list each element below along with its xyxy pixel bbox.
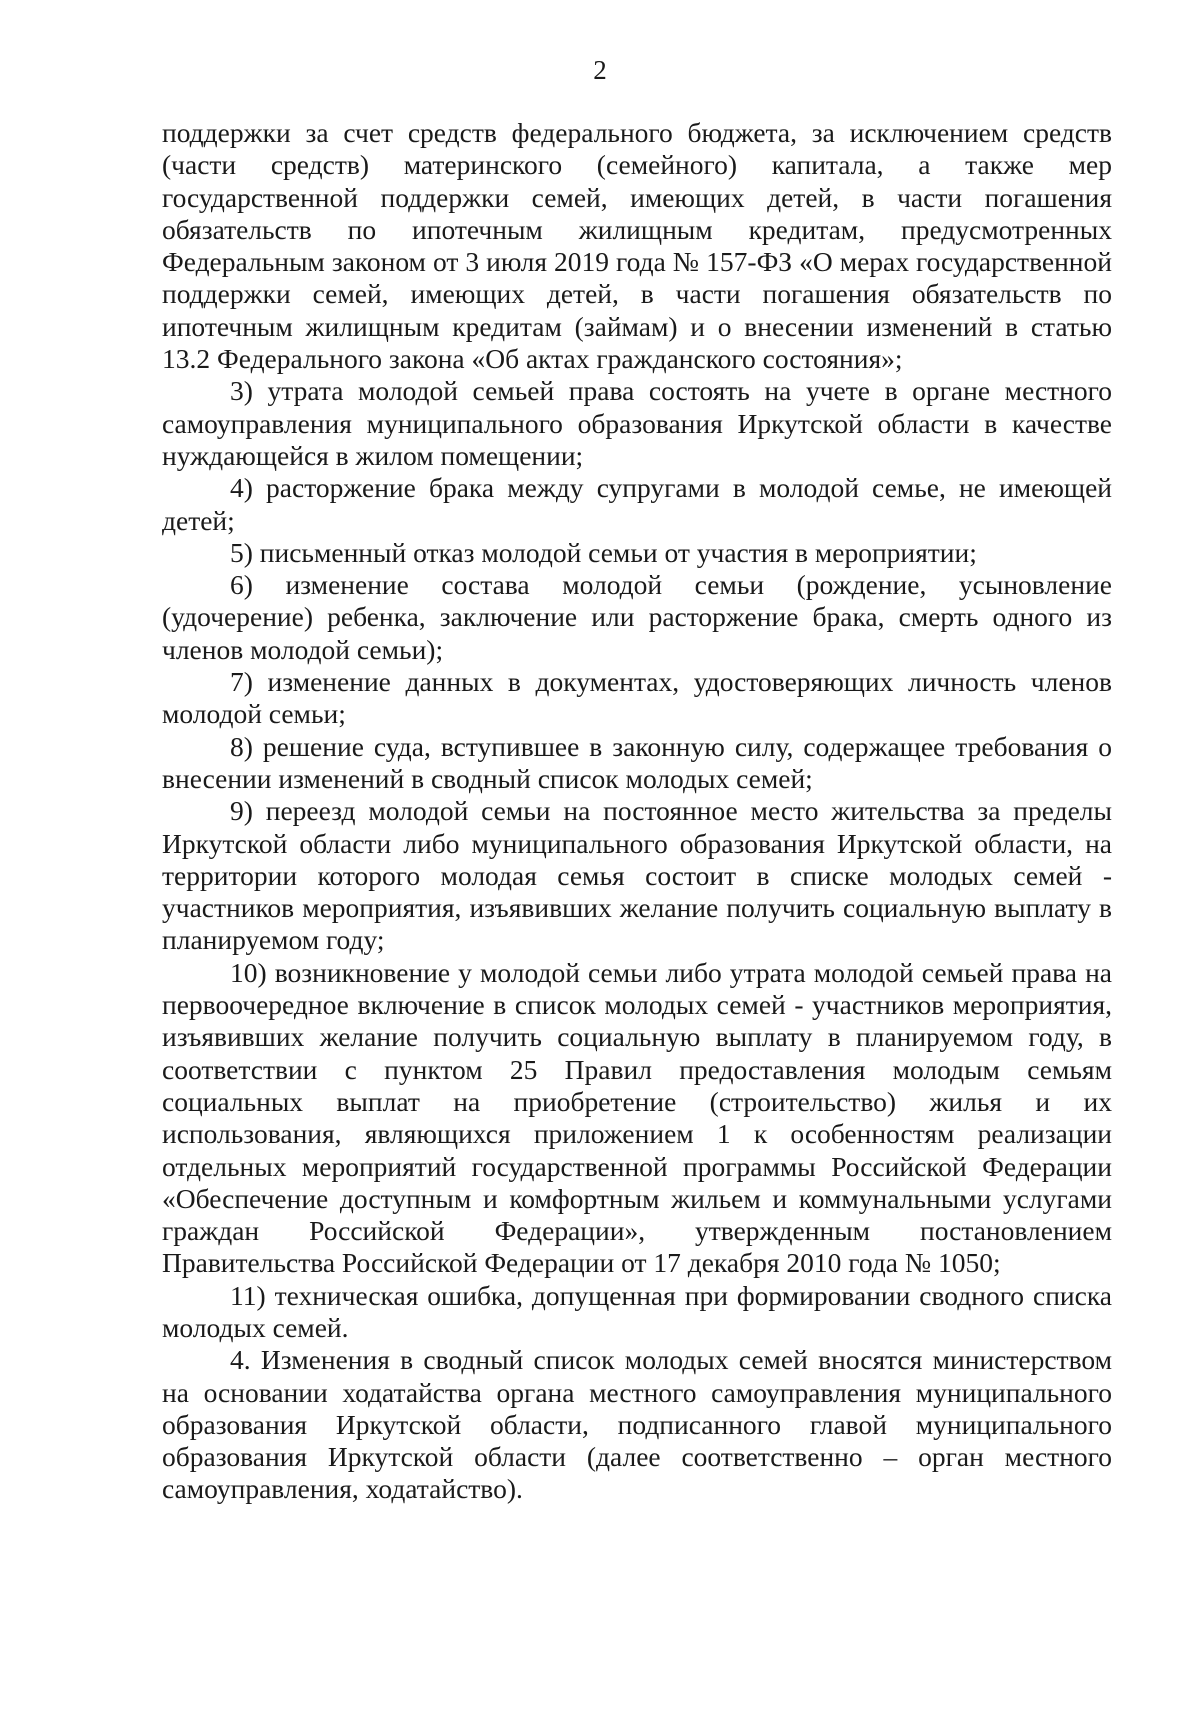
list-item-11: 11) техническая ошибка, допущенная при формировании сводного списка молодых семей. bbox=[162, 1279, 1112, 1343]
list-item-6: 6) изменение состава молодой семьи (рождение, усыновление (удочерение) ребенка, заключение или расторжение брака, смерть одного из членов молодой семьи); bbox=[162, 569, 1112, 665]
list-item-3: 3) утрата молодой семьей права состоять на учете в органе местного самоуправления муниципального образования Иркутской области в качестве нуждающейся в жилом помещении; bbox=[162, 375, 1112, 471]
list-item-10: 10) возникновение у молодой семьи либо утрата молодой семьей права на первоочередное включение в список молодых семей - участников мероприятия, изъявивших желание получить социальную выплату в планируемом году, в соответствии с пунктом 25 Правил предоставления молодым семьям социальных выплат на приобретение (строительство) жилья и их использования, являющихся приложением 1 к особенностям реализации отдельных мероприятий государственной программы Российской Федерации «Обеспечение доступным и комфортным жильем и коммунальными услугами граждан Российской Федерации», утвержденным постановлением Правительства Российской Федерации от 17 декабря 2010 года № 1050; bbox=[162, 956, 1112, 1279]
list-item-9: 9) переезд молодой семьи на постоянное место жительства за пределы Иркутской области либо муниципального образования Иркутской области, на территории которого молодая семья состоит в списке молодых семей - участников мероприятия, изъявивших желание получить социальную выплату в планируемом году; bbox=[162, 795, 1112, 956]
list-item-8: 8) решение суда, вступившее в законную силу, содержащее требования о внесении изменений в сводный список молодых семей; bbox=[162, 730, 1112, 794]
paragraph-continuation: поддержки за счет средств федерального бюджета, за исключением средств (части средств) материнского (семейного) капитала, а также мер государственной поддержки семей, имеющих детей, в части погашения обязательств по ипотечным жилищным кредитам, предусмотренных Федеральным законом от 3 июля 2019 года № 157-ФЗ «О мерах государственной поддержки семей, имеющих детей, в части погашения обязательств по ипотечным жилищным кредитам (займам) и о внесении изменений в статью 13.2 Федерального закона «Об актах гражданского состояния»; bbox=[162, 117, 1112, 375]
list-item-7: 7) изменение данных в документах, удостоверяющих личность членов молодой семьи; bbox=[162, 666, 1112, 730]
section-4-paragraph: 4. Изменения в сводный список молодых семей вносятся министерством на основании ходатайства органа местного самоуправления муниципального образования Иркутской области, подписанного главой муниципального образования Иркутской области (далее соответственно – орган местного самоуправления, ходатайство). bbox=[162, 1344, 1112, 1505]
list-item-5: 5) письменный отказ молодой семьи от участия в мероприятии; bbox=[230, 536, 977, 568]
document-body bbox=[162, 117, 1112, 1506]
list-item-4: 4) расторжение брака между супругами в молодой семье, не имеющей детей; bbox=[162, 472, 1112, 536]
page-number: 2 bbox=[593, 55, 607, 85]
